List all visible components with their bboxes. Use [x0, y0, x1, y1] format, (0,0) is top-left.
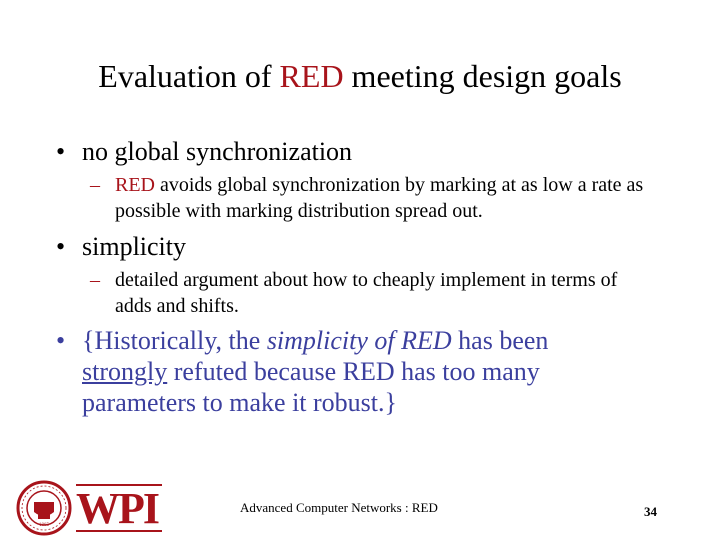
wpi-seal-icon — [16, 480, 72, 536]
bullet-dot: • — [56, 137, 66, 166]
sub-bullet-1 — [90, 172, 670, 224]
sub-bullet-2-text: detailed argument about how to cheaply implement in terms of adds and shifts. — [115, 269, 618, 317]
sub-bullet-1-rest: avoids global synchronization by marking at as low a rate as possible with marking distribution spread out. — [115, 174, 644, 222]
bullet-1 — [56, 137, 352, 167]
bullet-3-part1: {Historically, the — [82, 326, 267, 355]
title-red-word: RED — [279, 58, 344, 94]
sub-bullet-1-red: RED — [115, 174, 155, 196]
bullet-2 — [56, 232, 186, 262]
footer-text: Advanced Computer Networks : RED — [240, 500, 438, 515]
bullet-2-text: simplicity — [82, 232, 186, 261]
bullet-3-part2: has been — [451, 326, 549, 355]
wpi-logo: WPI — [76, 484, 158, 533]
bullet-dot: • — [56, 232, 66, 261]
bullet-dot: • — [56, 326, 66, 355]
sub-bullet-dash: – — [90, 269, 100, 291]
bullet-3-text — [82, 325, 596, 418]
page-number: 34 — [644, 504, 657, 519]
bullet-3-underlined: strongly — [82, 357, 168, 386]
slide-title — [0, 58, 720, 95]
svg-text:1865: 1865 — [39, 523, 49, 528]
title-prefix: Evaluation of — [98, 58, 280, 94]
sub-bullet-1-text — [115, 172, 670, 224]
bullet-3-part3: refuted because RED has too many parameters to make it robust.} — [82, 357, 540, 417]
title-suffix: meeting design goals — [343, 58, 622, 94]
bullet-3-italic: simplicity of RED — [266, 326, 452, 355]
bullet-1-text: no global synchronization — [82, 137, 353, 166]
sub-bullet-dash: – — [90, 174, 100, 196]
bullet-3 — [56, 325, 596, 418]
sub-bullet-2 — [90, 267, 655, 319]
